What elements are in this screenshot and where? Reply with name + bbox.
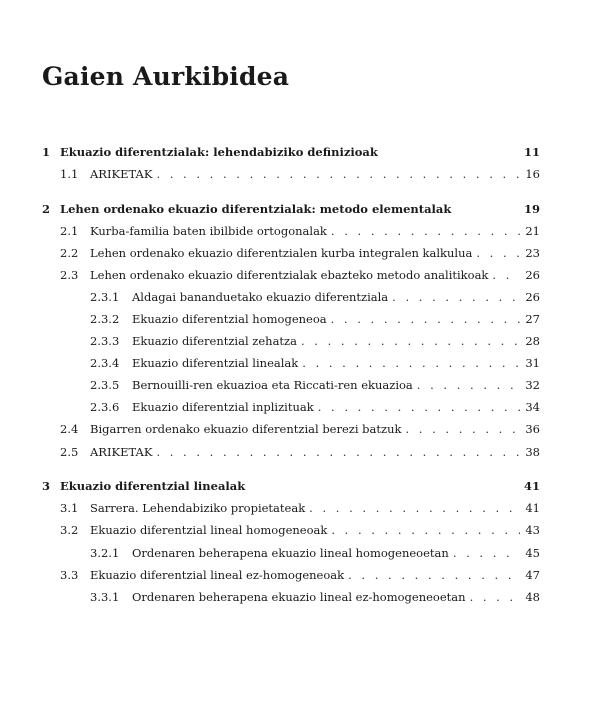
subsection-title: Ordenaren beherapena ekuazio lineal homogeneoetan [132, 546, 449, 560]
page-number: 28 [525, 334, 540, 348]
chapter-page-number: 19 [523, 202, 540, 216]
dot-leader [309, 498, 520, 518]
section-number: 2.2 [60, 246, 79, 260]
chapter-title: Lehen ordenako ekuazio diferentzialak: metodo elementalak [60, 202, 452, 216]
page-number: 38 [525, 445, 540, 459]
page-title: Gaien Aurkibidea [42, 62, 290, 91]
section-title: Kurba-familia baten ibilbide ortogonalak [90, 224, 327, 238]
toc-section-row[interactable] [60, 265, 540, 285]
subsection-title: Aldagai bananduetako ekuazio diferentziala [132, 290, 389, 304]
subsection-title: Ekuazio diferentzial linealak [132, 356, 299, 370]
chapter-number: 1 [42, 145, 51, 159]
dot-leader [331, 520, 520, 540]
subsection-number: 3.3.1 [90, 590, 120, 604]
subsection-title: Ekuazio diferentzial inplizituak [132, 400, 314, 414]
dot-leader [156, 164, 520, 184]
dot-leader [492, 265, 520, 285]
dot-leader [331, 309, 520, 329]
section-number: 3.2 [60, 523, 79, 537]
page-number: 43 [525, 523, 540, 537]
dot-leader [301, 331, 520, 351]
page-number: 16 [525, 167, 540, 181]
subsection-number: 2.3.5 [90, 378, 120, 392]
page-number: 45 [525, 546, 540, 560]
chapter-title: Ekuazio diferentzialak: lehendabiziko definizioak [60, 145, 378, 159]
dot-leader [348, 565, 520, 585]
toc-section-row[interactable] [60, 243, 540, 263]
page-number: 34 [525, 400, 540, 414]
toc-subsection-row[interactable] [90, 543, 540, 563]
dot-leader [476, 243, 520, 263]
dot-leader [331, 221, 520, 241]
chapter-number: 3 [42, 479, 51, 493]
section-title: Ekuazio diferentzial lineal homogeneoak [90, 523, 328, 537]
page-number: 27 [525, 312, 540, 326]
dot-leader [392, 287, 520, 307]
section-number: 3.1 [60, 501, 79, 515]
page-number: 36 [525, 422, 540, 436]
page-number: 23 [525, 246, 540, 260]
section-title: ARIKETAK [90, 167, 153, 181]
toc-section-row[interactable] [60, 520, 540, 540]
toc-subsection-row[interactable] [90, 353, 540, 373]
section-title: ARIKETAK [90, 445, 153, 459]
toc-section-row[interactable] [60, 565, 540, 585]
dot-leader [156, 442, 520, 462]
chapter-page-number: 41 [523, 479, 540, 493]
subsection-title: Ordenaren beherapena ekuazio lineal ez-homogeneoetan [132, 590, 466, 604]
subsection-number: 2.3.2 [90, 312, 120, 326]
page-number: 41 [525, 501, 540, 515]
section-number: 1.1 [60, 167, 79, 181]
section-title: Ekuazio diferentzial lineal ez-homogeneoak [90, 568, 345, 582]
toc-section-row[interactable] [60, 164, 540, 184]
toc-section-row[interactable] [60, 419, 540, 439]
dot-leader [318, 397, 520, 417]
section-title: Lehen ordenako ekuazio diferentzialak ebazteko metodo analitikoak [90, 268, 489, 282]
toc-chapter-row[interactable] [42, 142, 540, 162]
dot-leader [405, 419, 520, 439]
dot-leader [453, 543, 520, 563]
page-number: 31 [525, 356, 540, 370]
toc-section-row[interactable] [60, 442, 540, 462]
subsection-number: 2.3.3 [90, 334, 120, 348]
subsection-title: Ekuazio diferentzial homogeneoa [132, 312, 327, 326]
subsection-number: 2.3.4 [90, 356, 120, 370]
chapter-page-number: 11 [523, 145, 540, 159]
subsection-number: 2.3.6 [90, 400, 120, 414]
page-number: 21 [525, 224, 540, 238]
subsection-number: 3.2.1 [90, 546, 120, 560]
page-number: 26 [525, 268, 540, 282]
subsection-title: Bernouilli-ren ekuazioa eta Riccati-ren ekuazioa [132, 378, 413, 392]
dot-leader [302, 353, 520, 373]
page-number: 48 [525, 590, 540, 604]
toc-subsection-row[interactable] [90, 287, 540, 307]
section-number: 2.5 [60, 445, 79, 459]
toc-subsection-row[interactable] [90, 309, 540, 329]
section-number: 2.1 [60, 224, 79, 238]
section-title: Lehen ordenako ekuazio diferentzialen kurba integralen kalkulua [90, 246, 473, 260]
page-number: 26 [525, 290, 540, 304]
subsection-number: 2.3.1 [90, 290, 120, 304]
section-number: 2.3 [60, 268, 79, 282]
subsection-title: Ekuazio diferentzial zehatza [132, 334, 297, 348]
toc-chapter-row[interactable] [42, 199, 540, 219]
dot-leader [417, 375, 520, 395]
toc-chapter-row[interactable] [42, 476, 540, 496]
section-title: Bigarren ordenako ekuazio diferentzial berezi batzuk [90, 422, 402, 436]
toc-section-row[interactable] [60, 498, 540, 518]
toc-subsection-row[interactable] [90, 587, 540, 607]
page-number: 32 [525, 378, 540, 392]
section-number: 2.4 [60, 422, 79, 436]
toc-subsection-row[interactable] [90, 331, 540, 351]
chapter-number: 2 [42, 202, 51, 216]
toc-section-row[interactable] [60, 221, 540, 241]
page-number: 47 [525, 568, 540, 582]
toc-subsection-row[interactable] [90, 397, 540, 417]
dot-leader [470, 587, 520, 607]
section-number: 3.3 [60, 568, 79, 582]
section-title: Sarrera. Lehendabiziko propietateak [90, 501, 306, 515]
toc-subsection-row[interactable] [90, 375, 540, 395]
chapter-title: Ekuazio diferentzial linealak [60, 479, 246, 493]
